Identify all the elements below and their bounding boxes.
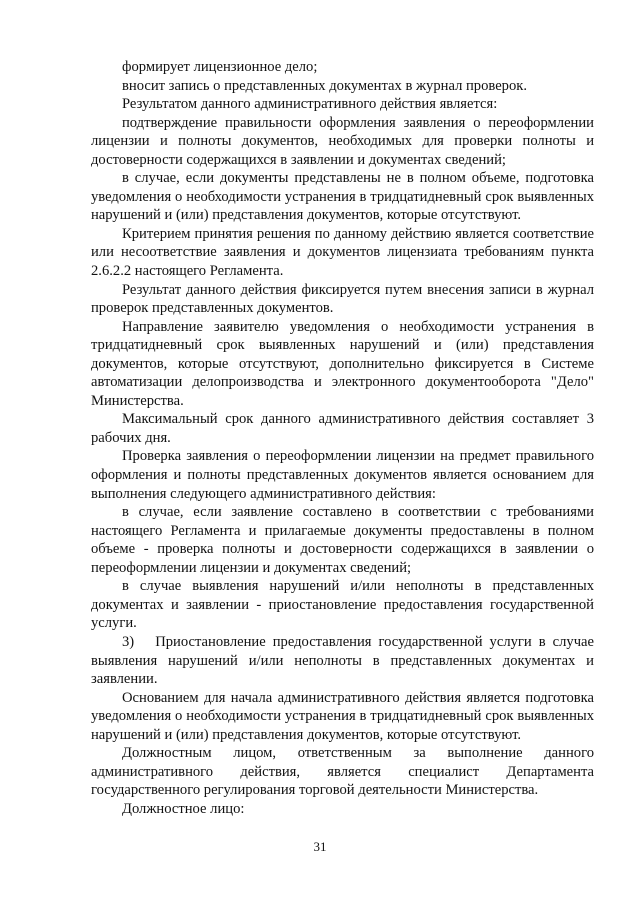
paragraph: Критерием принятия решения по данному действию является соответствие или несоответствие заявления и документов лицензиата требованиям пункта 2.6.2.2 настоящего Регламента.: [91, 225, 594, 280]
paragraph: вносит запись о представленных документах в журнал проверок.: [122, 77, 528, 94]
paragraph: Основанием для начала административного действия является подготовка уведомления о необходимости устранения в тридцатидневный срок выявленных нарушений и (или) представления документов, которые отсутствуют.: [91, 689, 594, 743]
page-number: 31: [313, 839, 327, 854]
paragraph: Максимальный срок данного административного действия составляет 3 рабочих дня.: [91, 411, 594, 446]
page-body: [91, 58, 594, 818]
paragraph: Должностное лицо:: [122, 800, 245, 817]
paragraph: в случае, если заявление составлено в соответствии с требованиями настоящего Регламента и прилагаемые документы предоставлены в полном объеме - проверка полноты и достоверности содержащихся в заявлении о переоформлении лицензии и документах сведений;: [91, 504, 594, 576]
paragraph: Проверка заявления о переоформлении лицензии на предмет правильного оформления и полноты представленных документов является основанием для выполнения следующего административного действия:: [91, 448, 594, 502]
paragraph: Результат данного действия фиксируется путем внесения записи в журнал проверок представленных документов.: [91, 281, 594, 317]
paragraph: Результатом данного административного действия является:: [122, 96, 498, 113]
paragraph: формирует лицензионное дело;: [122, 59, 318, 75]
paragraph: Направление заявителю уведомления о необходимости устранения в тридцатидневный срок выявленных нарушений и (или) представления документов, которые отсутствуют, дополнительно фиксируется в Системе автоматизации делопроизводства и электронного документооборота "Дело" Министерства.: [91, 318, 594, 409]
paragraph: в случае, если документы представлены не в полном объеме, подготовка уведомления о необходимости устранения в тридцатидневный срок выявленных нарушений и (или) представления документов, которые отсутствуют.: [91, 170, 594, 224]
paragraph: Должностным лицом, ответственным за выполнение данного административного действия, является специалист Департамента государственного регулирования торговой деятельности Министерства.: [91, 745, 594, 799]
numbered-section-heading: 3) Приостановление предоставления государственной услуги в случае выявления нарушений и/или неполноты в представленных документах и заявлении.: [91, 633, 594, 688]
paragraph: подтверждение правильности оформления заявления о переоформлении лицензии и полноты документов, необходимых для проверки полноты и достоверности содержащихся в заявлении и документах сведений;: [91, 114, 594, 168]
paragraph: в случае выявления нарушений и/или неполноты в представленных документах и заявлении - приостановление предоставления государственной услуги.: [91, 578, 594, 632]
